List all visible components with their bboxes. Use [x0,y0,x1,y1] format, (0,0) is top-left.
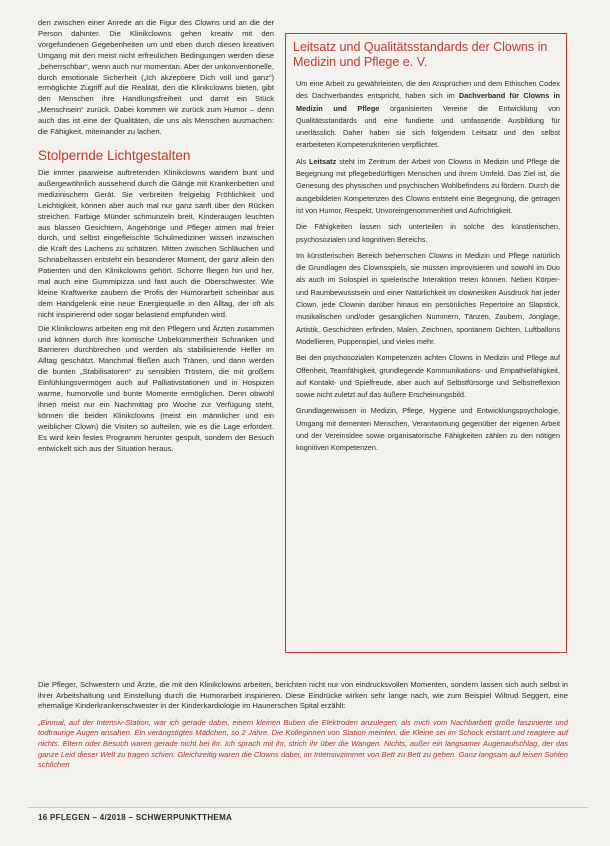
left-paragraph-1: den zwischen einer Anrede an die Figur des Clowns und an die der Person dahinter. Die Klinikclowns gehen kreativ mit den vorgefundenen Gegebenheiten um und eben durch diesen kreativen Umgang mit den meist nicht erfreulichen Bedingungen werden diese „beherrschbar“, wenn auch nur momentan. Aber der unkonventionelle, durch emotionale Sicherheit („Ich akzeptiere Dich voll und ganz“) ermöglichte Zugriff auf die Realität, den die Klinikclowns bieten, gibt den Menschen ihre Handlungsfreiheit und damit ein Stück „Menschsein“ zurück. Dabei kommen wir zurück zum Humor – denn auch das ist eine der Qualitäten, die uns als Menschen ausmachen: die Fähigkeit, miteinander zu lachen. [38,18,274,137]
bottom-paragraph: Die Pfleger, Schwestern und Ärzte, die mit den Klinikclowns arbeiten, berichten nicht nur von eindrucksvollen Momenten, sondern lassen sich auch selbst in ihrer Arbeitshaltung und Einstellung durch die Humorarbeit inspirieren. Diese Eindrücke wirken sehr lange nach, wie zum Beispiel Wiltrud Seggert, eine ehemalige Kinderkrankenschwester in der Kinderkardiologie im Haunerschen Spital erzählt: [38,680,568,711]
quote-paragraph: „Einmal, auf der Intensiv-Station, war ich gerade dabei, einem kleinen Buben die Elektroden anzulegen, als mich vom Nachbarbett große faszinierte und todtraurige Augen ansahen. Ein verängstigtes Mädchen, so 2 Jahre. Die Kolleginnen von Station meinten, die Kleine sei im Schock erstarrt und reagiere auf nichts. Eltern oder Besuch waren gerade nicht bei ihr. Ich sprach mit ihr, strich ihr über die Wangen. Nichts, außer ein langsamer Augenaufschlag, der das ganze Leid dieser Welt zu tragen schien. Gleichzeitig waren die Clowns dabei, im Intensivzimmer von Bett zu Bett zu gehen. Ganz langsam auf leisen Sohlen schlichen [38,717,568,770]
box-p1-bold: Dachverband für Clowns in Medizin und Pflege [296,91,561,113]
box-paragraph-4: Im künstlerischen Bereich beherrschen Clowns in Medizin und Pflege natürlich die Grundlagen des Clownsspiels, sie müssen improvisieren und sowohl im Duo als auch im Solospiel in spielerische Interaktion treten können. Neben Körper- und Raumbewusstsein und einer Natürlichkeit im clownesken Ausdruck hat jeder Clown, jede Clownin darüber hinaus ein persönliches Repertoire an Slapstick, musikalischen und/oder gesanglichen Nummern, Tänzen, Zaubern, Jonglage, Artistik, Geschichten erfinden, Malen, Zeichnen, spontanem Dichten, Luftballons Modellieren, Puppenspiel, und vieles mehr. [296,250,560,346]
box-paragraph-6: Grundlagenwissen in Medizin, Pflege, Hygiene und Entwicklungspsychologie, Umgang mit dementen Menschen, Verantwortung gegenüber der eigenen Arbeit und der Vereinsidee sowie organisatorische Fähigkeiten zählen zu den nötigen kognitiven Kompetenzen. [296,406,560,453]
box-p2-bold: Leitsatz [309,156,337,166]
page-footer [38,813,568,822]
box-paragraph-2 [296,156,560,217]
left-paragraph-3: Die Klinikclowns arbeiten eng mit den Pflegern und Ärzten zusammen und können durch ihre komische Unbekümmertheit Schranken und Barrieren durchbrechen und werden als stabilisierende Helfer im Alltag geschätzt. Manchmal fließen auch Tränen, und dann werden die bunten „Stabilisatoren“ zu sensiblen Tröstern, die mit großem Einfühlungsvermögen auch auf Palliativstationen und in Hospizen warme, humorvolle und bunte Momente ermöglichen. Denn obwohl ihnen meist nur ein Nachmittag pro Woche zur Verfügung steht, können die beiden Klinikclowns (meist ein männlicher und ein weiblicher Clown) die Visiten so aufteilen, wie es die Lage erfordert. Es wird kein festes Programm herunter gespult, sondern der Besuch entwickelt sich aus der Situation heraus. [38,323,274,453]
left-column [38,18,274,455]
box-p2-text-b: steht im Zentrum der Arbeit von Clowns in Medizin und Pflege die Begegnung mit pflegebedürftigen Menschen und ihrem Umfeld. Das Ziel ist, die Genesung des physischen und psychischen Wohlbefindens zu fördern. Durch die ausgebildeten Kompetenzen des Clowns entsteht eine Begegnung, die getragen ist von Humor, Respekt, Unvoreingenommenheit und Aufrichtigkeit. [296,156,560,215]
box-p1-text-b: organisierten Vereine die Entwicklung von Qualitätsstandards und eine fundierte und umfassende Ausbildung für unerlässlich. Daher haben sie sich folgendem Leitsatz und den selbst erarbeiteten Kompetenzkriterien verpflichtet. [296,103,560,150]
footer-text: 16 PFLEGEN – 4/2018 – SCHWERPUNKTTHEMA [38,813,233,822]
left-paragraph-2: Die immer paarweise auftretenden Klinikclowns wandern bunt und außergewöhnlich aussehend durch die Gänge mit Krankenbetten und medizinischem Gerät. Sie verbreiten freigiebig Fröhlichkeit und Leichtigkeit, können aber auch mal nur ganz sanft über den Rücken streichen. Farbige Münder schmunzeln breit, Kinderaugen leuchten aus blassen Gesichtern, Angehörige und Pfleger atmen mal freier durch, und selbst eingefleischte Schulmediziner wissen inzwischen die Kraft des Lachens zu schätzen. Mitten zwischen Schläuchen und Schnabeltassen entsteht ein besonderer Moment, der ganz allein den Patienten und den Klinikclowns gehört. Schorre fliegen hin und her, mal auch eine Gummipizza und fast auch die Oberschwester. Wie kleine Kraftwerke zaubern die Profis der Humorarbeit scheinbar aus dem Handgelenk eine neue Energiequelle in den Alltag, der oft als nicht inspirierend oder sogar belastend empfunden wird. [38,167,274,319]
box-paragraph-3: Die Fähigkeiten lassen sich unterteilen in solche des künstlerischen, psychosozialen und kognitiven Bereichs. [296,222,560,244]
section-heading: Stolpernde Lichtgestalten [38,147,191,163]
box-p1-text-a: Um eine Arbeit zu gewährleisten, die den Ansprüchen und dem Ethischen Codex des Dachverbandes entspricht, haben sich im [296,79,560,101]
footer-rule [28,807,588,808]
info-box-title: Leitsatz und Qualitätsstandards der Clowns in Medizin und Pflege e. V. [293,40,548,69]
info-box-body [296,78,560,455]
box-paragraph-5: Bei den psychosozialen Kompetenzen achten Clowns in Medizin und Pflege auf Offenheit, Teamfähigkeit, grundlegende Kommunikations- und Empathiefähigkeit, auf Kontakt- und Spielfreude, aber auch auf Selbstfürsorge und Selbstreflexion sowie nicht zuletzt auf das äußere Erscheinungsbild. [296,353,560,400]
box-p2-text-a: Als [296,156,310,166]
bottom-section [38,680,568,771]
box-paragraph-1 [296,78,560,152]
